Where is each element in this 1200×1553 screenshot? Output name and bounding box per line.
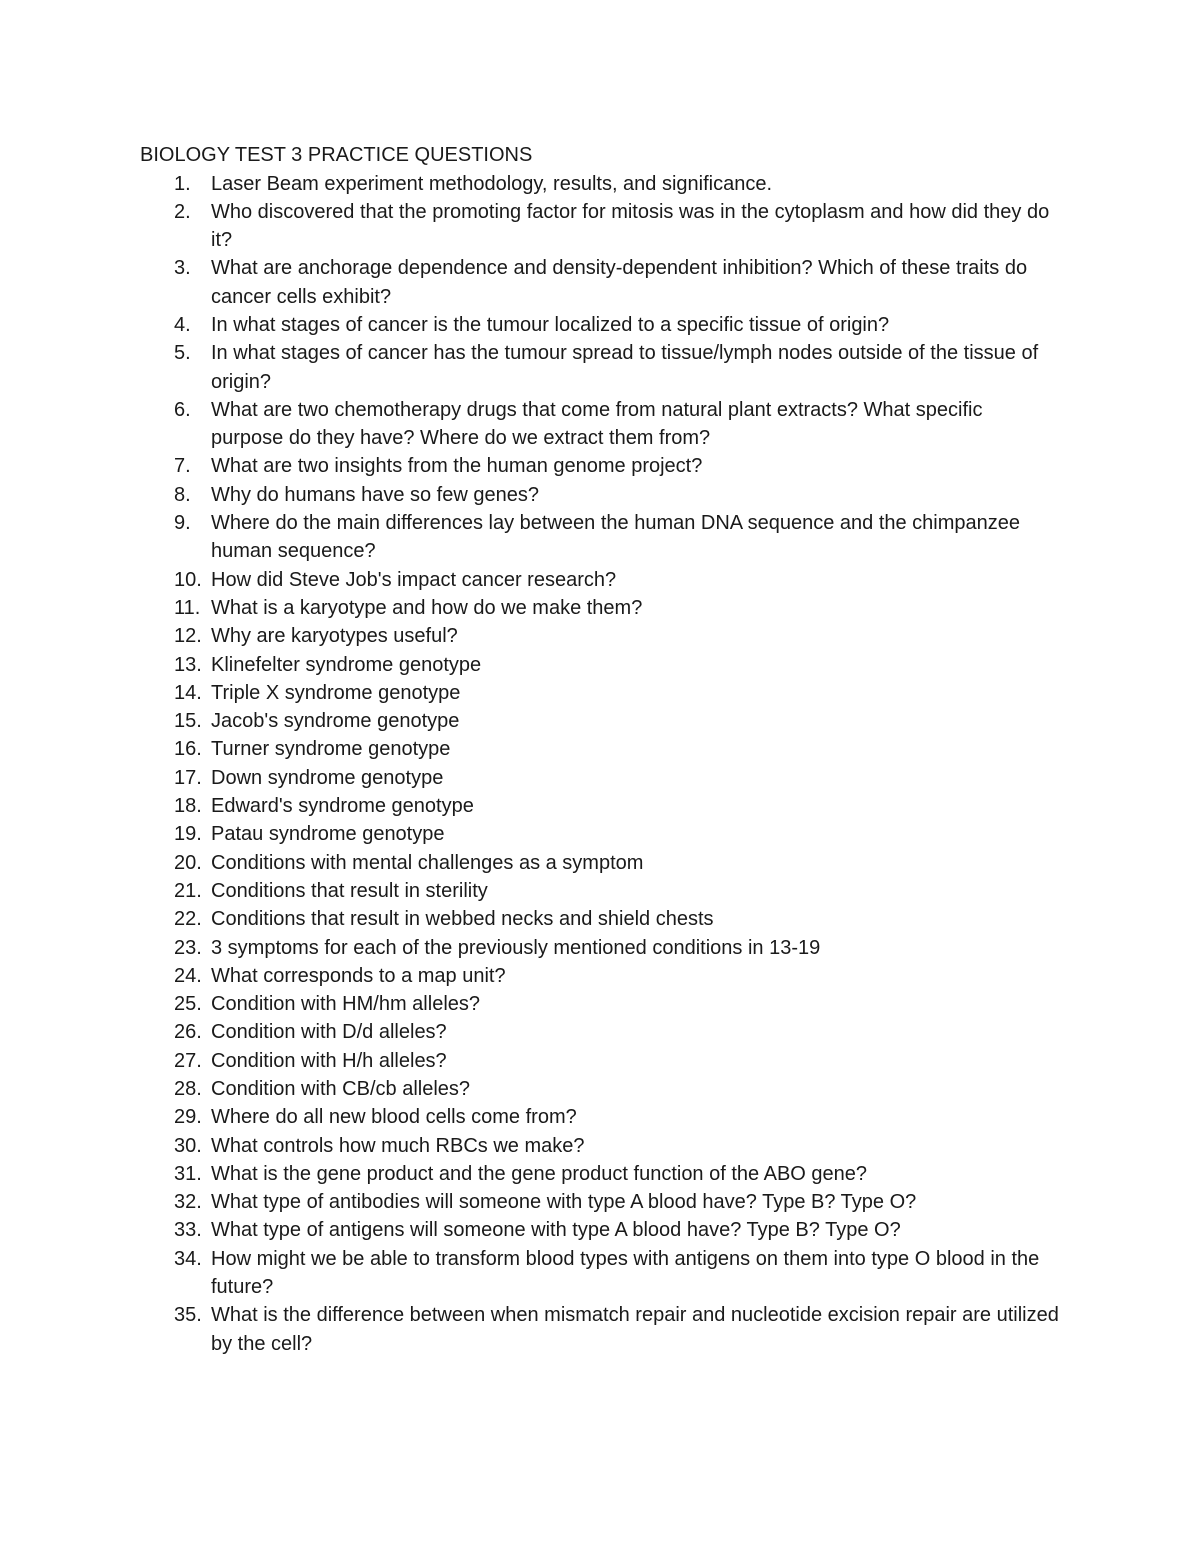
question-item [0, 877, 1200, 905]
question-number: 29. [174, 1106, 202, 1129]
question-item [0, 198, 1200, 255]
question-text: What is the difference between when mismatch repair and nucleotide excision repair are utilized by the cell? [211, 1304, 1059, 1355]
question-item [0, 1132, 1200, 1160]
question-number: 5. [174, 342, 191, 365]
question-text: What are two chemotherapy drugs that come from natural plant extracts? What specific purpose do they have? Where do we extract them from? [211, 398, 983, 450]
question-number: 23. [174, 936, 202, 959]
question-number: 12. [174, 625, 202, 648]
question-item [0, 905, 1200, 933]
question-number: 35. [174, 1304, 202, 1327]
question-item [0, 452, 1200, 480]
question-number: 19. [174, 823, 202, 846]
question-item [0, 962, 1200, 990]
question-number: 13. [174, 653, 202, 676]
question-text: Condition with HM/hm alleles? [211, 993, 481, 1016]
question-number: 21. [174, 879, 202, 902]
question-text: Triple X syndrome genotype [211, 681, 461, 704]
question-item [0, 339, 1200, 396]
question-text: Conditions with mental challenges as a symptom [211, 851, 644, 874]
question-text: Conditions that result in sterility [211, 879, 488, 902]
question-item [0, 990, 1200, 1018]
question-text: Laser Beam experiment methodology, results, and significance. [211, 172, 773, 195]
document-title: BIOLOGY TEST 3 PRACTICE QUESTIONS [140, 144, 533, 166]
question-text: Condition with CB/cb alleles? [211, 1078, 471, 1100]
question-item [0, 509, 1200, 566]
question-number: 3. [174, 257, 191, 280]
question-text: Condition with H/h alleles? [211, 1049, 447, 1072]
question-text: Turner syndrome genotype [211, 738, 451, 761]
question-text: What corresponds to a map unit? [211, 964, 506, 987]
question-item [0, 707, 1200, 735]
question-text: Where do all new blood cells come from? [211, 1106, 577, 1129]
question-number: 24. [174, 964, 202, 987]
question-item [0, 1075, 1200, 1103]
question-number: 1. [174, 172, 191, 195]
question-item [0, 679, 1200, 707]
question-text: What are anchorage dependence and density-dependent inhibition? Which of these traits do cancer cells exhibit? [211, 257, 1028, 308]
question-item [0, 1188, 1200, 1216]
question-number: 14. [174, 681, 202, 704]
question-text: What is the gene product and the gene product function of the ABO gene? [211, 1162, 868, 1185]
question-number: 17. [174, 766, 202, 789]
question-item [0, 1047, 1200, 1075]
question-number: 8. [174, 483, 191, 506]
question-text: Condition with D/d alleles? [211, 1021, 447, 1044]
question-text: What are two insights from the human genome project? [211, 455, 703, 478]
question-number: 34. [174, 1247, 202, 1270]
question-text: In what stages of cancer has the tumour spread to tissue/lymph nodes outside of the tissue of origin? [211, 342, 1039, 393]
question-text: How did Steve Job's impact cancer research? [211, 568, 617, 591]
question-item [0, 764, 1200, 792]
question-number: 11. [174, 596, 201, 619]
question-item [0, 792, 1200, 820]
question-text: Who discovered that the promoting factor for mitosis was in the cytoplasm and how did they do it? [211, 200, 1050, 252]
question-text: Klinefelter syndrome genotype [211, 653, 482, 676]
question-number: 27. [174, 1049, 202, 1072]
question-item [0, 1103, 1200, 1131]
question-text: Where do the main differences lay between the human DNA sequence and the chimpanzee human sequence? [211, 512, 1021, 563]
question-item [0, 1160, 1200, 1188]
question-text: How might we be able to transform blood types with antigens on them into type O blood in the future? [211, 1247, 1040, 1299]
question-text: Patau syndrome genotype [211, 823, 445, 846]
question-number: 2. [174, 200, 191, 223]
question-number: 31. [174, 1162, 202, 1185]
question-number: 22. [174, 908, 202, 931]
question-item [0, 566, 1200, 594]
question-text: Down syndrome genotype [211, 766, 444, 789]
question-text: What controls how much RBCs we make? [211, 1134, 585, 1157]
question-item [0, 1216, 1200, 1244]
question-number: 6. [174, 398, 191, 421]
question-item [0, 622, 1200, 650]
question-item [0, 651, 1200, 679]
question-list [0, 170, 1200, 1358]
question-number: 26. [174, 1021, 202, 1044]
question-item [0, 170, 1200, 198]
question-number: 16. [174, 738, 202, 761]
question-text: In what stages of cancer is the tumour localized to a specific tissue of origin? [211, 313, 890, 336]
question-item [0, 1301, 1200, 1358]
question-number: 32. [174, 1191, 202, 1214]
question-item [0, 481, 1200, 509]
question-text: Jacob's syndrome genotype [211, 710, 460, 733]
question-text: Why do humans have so few genes? [211, 483, 539, 506]
question-item [0, 396, 1200, 453]
question-text: What type of antigens will someone with type A blood have? Type B? Type O? [211, 1219, 901, 1242]
question-number: 7. [174, 455, 191, 478]
question-number: 28. [174, 1078, 202, 1100]
question-text: Why are karyotypes useful? [211, 625, 458, 648]
question-item [0, 849, 1200, 877]
question-item [0, 254, 1200, 311]
question-number: 20. [174, 851, 202, 874]
question-number: 30. [174, 1134, 202, 1157]
question-number: 33. [174, 1219, 202, 1242]
question-number: 25. [174, 993, 202, 1016]
question-text: What is a karyotype and how do we make them? [211, 596, 643, 619]
question-number: 18. [174, 795, 202, 818]
question-item [0, 311, 1200, 339]
question-text: 3 symptoms for each of the previously mentioned conditions in 13-19 [211, 936, 821, 959]
question-item [0, 934, 1200, 962]
question-item [0, 820, 1200, 848]
question-item [0, 735, 1200, 763]
question-number: 4. [174, 313, 191, 336]
question-number: 15. [174, 710, 202, 733]
question-number: 9. [174, 512, 191, 535]
question-item [0, 594, 1200, 622]
question-number: 10. [174, 568, 202, 591]
question-text: What type of antibodies will someone with type A blood have? Type B? Type O? [211, 1191, 917, 1214]
question-item [0, 1245, 1200, 1302]
question-item [0, 1018, 1200, 1046]
question-text: Edward's syndrome genotype [211, 795, 474, 818]
question-text: Conditions that result in webbed necks and shield chests [211, 908, 714, 931]
